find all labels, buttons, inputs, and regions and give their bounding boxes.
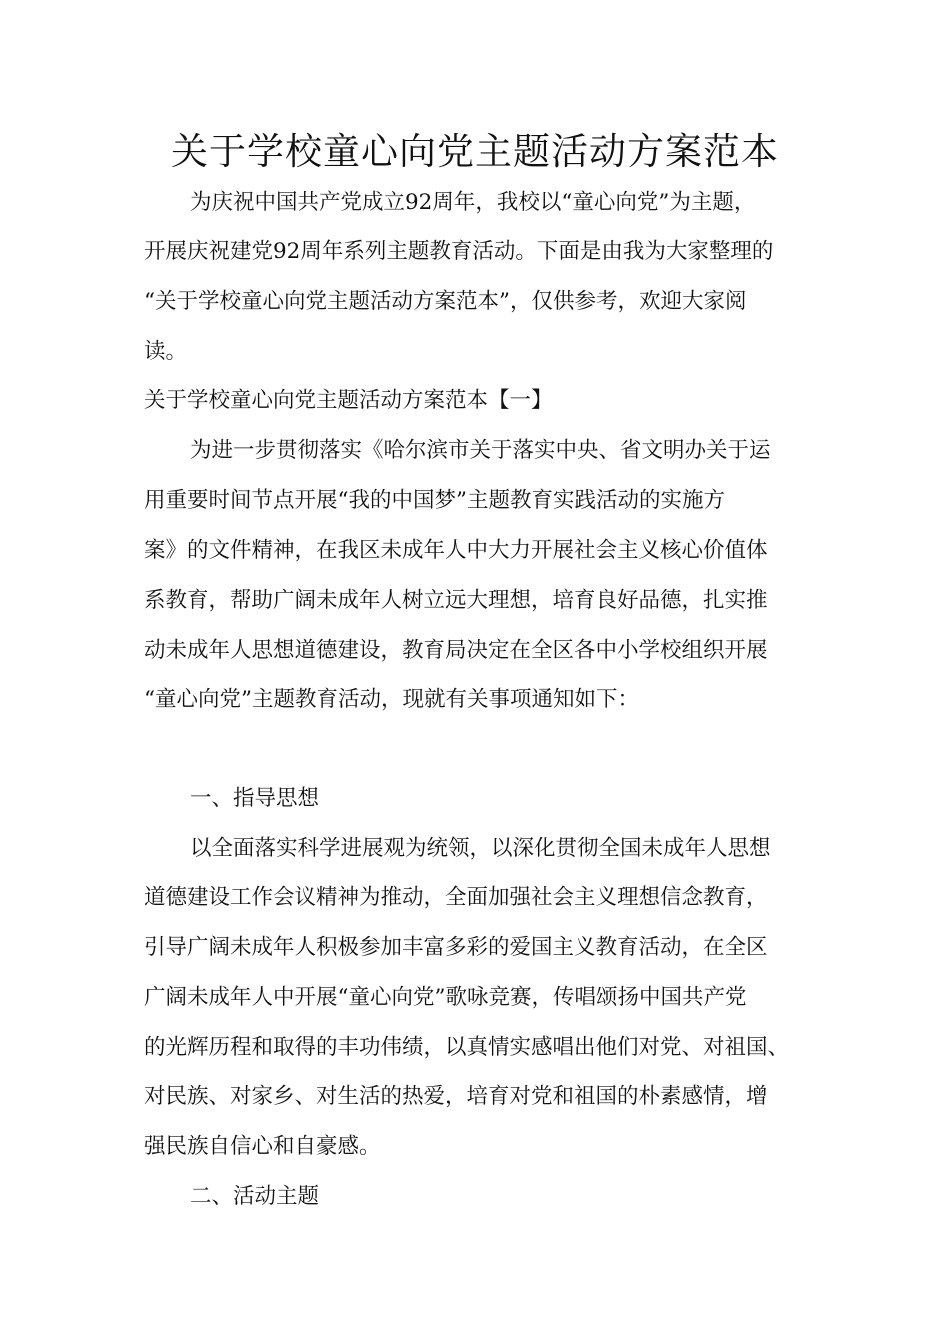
- section-para-line-2: 用重要时间节点开展“我的中国梦”主题教育实践活动的实施方: [144, 488, 725, 513]
- section-para-line-1: 为进一步贯彻落实《哈尔滨市关于落实中央、省文明办关于运: [190, 438, 771, 463]
- document-title: 关于学校童心向党主题活动方案范本: [171, 130, 779, 173]
- heading-activity-theme: 二、活动主题: [190, 1184, 320, 1209]
- para-1-line-3: 引导广阔未成年人积极参加丰富多彩的爱国主义教育活动，在全区: [144, 935, 768, 960]
- section-para-line-5: 动未成年人思想道德建设，教育局决定在全区各中小学校组织开展: [144, 638, 768, 663]
- para-1-line-6: 对民族、对家乡、对生活的热爱，培育对党和祖国的朴素感情，增: [144, 1084, 768, 1109]
- heading-guiding-ideology: 一、指导思想: [190, 786, 320, 811]
- para-1-line-4: 广阔未成年人中开展“童心向党”歌咏竞赛，传唱颂扬中国共产党: [144, 985, 747, 1010]
- intro-line-3: “关于学校童心向党主题活动方案范本”，仅供参考，欢迎大家阅: [144, 289, 747, 314]
- section-heading: 关于学校童心向党主题活动方案范本【一】: [144, 388, 553, 413]
- section-para-line-3: 案》的文件精神，在我区未成年人中大力开展社会主义核心价值体: [144, 538, 768, 563]
- para-1-line-5: 的光辉历程和取得的丰功伟绩，以真情实感唱出他们对党、对祖国、: [144, 1035, 790, 1060]
- intro-line-1: 为庆祝中国共产党成立92周年，我校以“童心向党”为主题，: [190, 190, 756, 215]
- section-para-line-6: “童心向党”主题教育活动，现就有关事项通知如下：: [144, 687, 639, 712]
- para-1-line-1: 以全面落实科学进展观为统领，以深化贯彻全国未成年人思想: [190, 836, 771, 861]
- para-1-line-7: 强民族自信心和自豪感。: [144, 1134, 381, 1159]
- intro-line-4: 读。: [144, 339, 188, 364]
- intro-line-2: 开展庆祝建党92周年系列主题教育活动。下面是由我为大家整理的: [144, 239, 774, 264]
- para-1-line-2: 道德建设工作会议精神为推动，全面加强社会主义理想信念教育，: [144, 885, 768, 910]
- section-para-line-4: 系教育，帮助广阔未成年人树立远大理想，培育良好品德，扎实推: [144, 588, 768, 613]
